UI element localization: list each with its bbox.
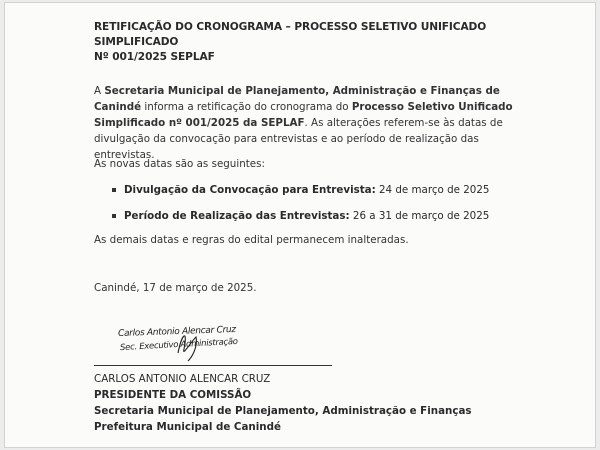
signatory-role: PRESIDENTE DA COMISSÃO — [94, 389, 252, 401]
secretariat-name: Secretaria Municipal de Planejamento, Administração e Finanças de Canindé — [94, 85, 500, 113]
bullet-icon — [112, 214, 116, 218]
intro-text-3: . As alterações referem-se às datas de divulgação da convocação para entrevistas e ao período de realização das entrevistas. — [94, 117, 503, 161]
title-line-2: Nº 001/2025 SEPLAF — [94, 51, 215, 63]
stamp-role: Sec. Executivo Administração — [119, 336, 238, 354]
document-title — [94, 20, 534, 65]
list-item — [112, 183, 532, 197]
item-value: 24 de março de 2025 — [375, 184, 490, 196]
intro-text-1: A — [94, 85, 105, 97]
bullet-icon — [112, 188, 116, 192]
signatory-department: Secretaria Municipal de Planejamento, Administração e Finanças — [94, 405, 472, 417]
remaining-note: As demais datas e regras do edital permanecem inalteradas. — [94, 234, 409, 246]
item-label: Divulgação da Convocação para Entrevista: — [124, 184, 376, 196]
signature-line — [94, 365, 332, 366]
item-label: Período de Realização das Entrevistas: — [124, 210, 350, 222]
intro-text-2: informa a retificação do cronograma do — [141, 101, 352, 113]
new-dates-list — [112, 183, 532, 235]
list-item — [112, 209, 532, 223]
signatory-block — [94, 371, 534, 435]
new-dates-intro: As novas datas são as seguintes: — [94, 158, 265, 170]
signature-stamp — [118, 323, 278, 363]
item-value: 26 a 31 de março de 2025 — [349, 210, 490, 222]
intro-paragraph — [94, 83, 534, 163]
place-and-date: Canindé, 17 de março de 2025. — [94, 282, 257, 294]
signatory-name: CARLOS ANTONIO ALENCAR CRUZ — [94, 373, 271, 385]
title-line-1: RETIFICAÇÃO DO CRONOGRAMA – PROCESSO SELETIVO UNIFICADO SIMPLIFICADO — [94, 21, 487, 48]
stamp-name: Carlos Antonio Alencar Cruz — [117, 324, 236, 340]
signatory-institution: Prefeitura Municipal de Canindé — [94, 421, 281, 433]
process-name: Processo Seletivo Unificado Simplificado nº 001/2025 da SEPLAF — [94, 101, 513, 129]
